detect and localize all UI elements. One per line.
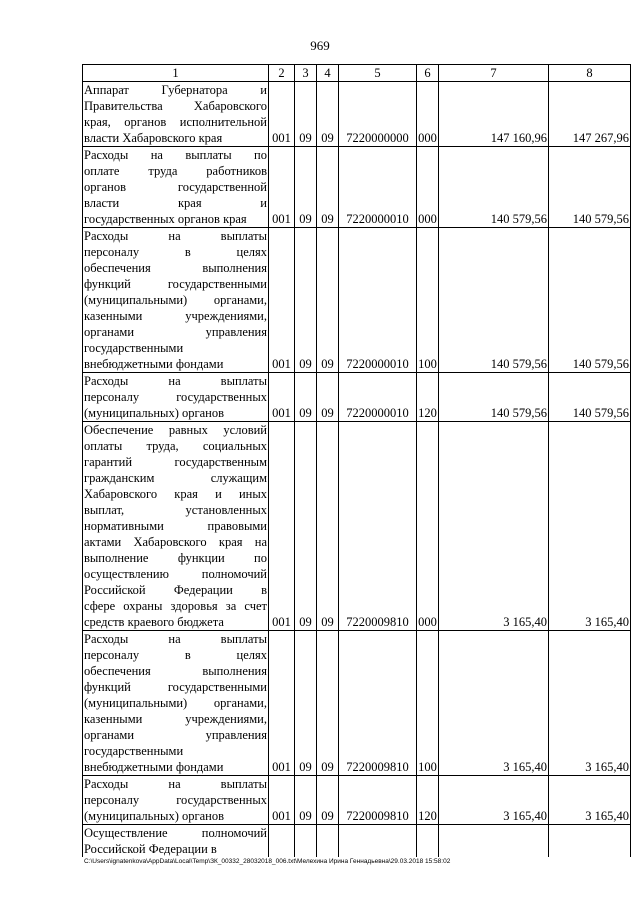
- description-line: внебюджетными фондами: [84, 357, 224, 371]
- description-line: (муниципальных) органов: [84, 809, 225, 823]
- section-code-cell: 09: [295, 82, 317, 147]
- section-code-cell: 09: [295, 147, 317, 228]
- section-code-cell: 09: [295, 228, 317, 373]
- description-line: функций государственными: [84, 680, 267, 694]
- target-article-cell: [339, 825, 417, 858]
- description-line: персоналу в целях: [84, 245, 267, 259]
- description-line: Расходы на выплаты по: [84, 148, 267, 162]
- description-line: Хабаровского края и иных: [84, 487, 267, 501]
- amount-cell: [439, 825, 549, 858]
- description-line: гарантий государственным: [84, 455, 267, 469]
- table-row: [83, 422, 631, 631]
- section-code-cell: 09: [295, 776, 317, 825]
- row-description: [83, 373, 269, 422]
- description-line: Расходы на выплаты: [84, 777, 267, 791]
- description-line: (муниципальными) органами,: [84, 696, 267, 710]
- description-line: Российской Федерации в: [84, 842, 217, 856]
- description-line: Аппарат Губернатора и: [84, 83, 267, 97]
- ministry-code-cell: 001: [269, 373, 295, 422]
- row-description: [83, 776, 269, 825]
- description-line: органами управления: [84, 325, 267, 339]
- section-code-cell: 09: [295, 631, 317, 776]
- target-article-cell: 7220000010: [339, 147, 417, 228]
- description-line: Расходы на выплаты: [84, 632, 267, 646]
- description-line: выплат, установленных: [84, 503, 267, 517]
- target-article-cell: 7220000000: [339, 82, 417, 147]
- section-code-cell: 09: [295, 422, 317, 631]
- description-line: оплате труда работников: [84, 164, 267, 178]
- amount-cell: 147 160,96: [439, 82, 549, 147]
- table-row: [83, 82, 631, 147]
- ministry-code-cell: 001: [269, 422, 295, 631]
- expense-type-cell: 120: [417, 373, 439, 422]
- amount-cell: 3 165,40: [439, 422, 549, 631]
- description-line: Осуществление полномочий: [84, 826, 267, 840]
- amount-cell: 140 579,56: [549, 147, 631, 228]
- subsection-code-cell: 09: [317, 373, 339, 422]
- expense-type-cell: 000: [417, 147, 439, 228]
- amount-cell: 3 165,40: [549, 776, 631, 825]
- amount-cell: 3 165,40: [439, 631, 549, 776]
- column-header: 4: [317, 65, 339, 82]
- ministry-code-cell: 001: [269, 776, 295, 825]
- description-line: Расходы на выплаты: [84, 374, 267, 388]
- budget-table: [82, 64, 631, 857]
- description-line: персоналу в целях: [84, 648, 267, 662]
- description-line: государственных органов края: [84, 212, 247, 226]
- description-line: (муниципальными) органами,: [84, 293, 267, 307]
- subsection-code-cell: 09: [317, 82, 339, 147]
- target-article-cell: 7220009810: [339, 422, 417, 631]
- column-header: 6: [417, 65, 439, 82]
- expense-type-cell: 100: [417, 631, 439, 776]
- description-line: средств краевого бюджета: [84, 615, 224, 629]
- description-line: актами Хабаровского края на: [84, 535, 267, 549]
- description-line: оплаты труда, социальных: [84, 439, 267, 453]
- amount-cell: 3 165,40: [549, 631, 631, 776]
- page-number: 969: [310, 38, 330, 53]
- column-header: 5: [339, 65, 417, 82]
- section-code-cell: 09: [295, 373, 317, 422]
- description-line: органами управления: [84, 728, 267, 742]
- ministry-code-cell: 001: [269, 228, 295, 373]
- table-row: [83, 776, 631, 825]
- subsection-code-cell: 09: [317, 147, 339, 228]
- table-row: [83, 631, 631, 776]
- amount-cell: 140 579,56: [439, 373, 549, 422]
- description-line: Правительства Хабаровского: [84, 99, 267, 113]
- amount-cell: 140 579,56: [439, 228, 549, 373]
- expense-type-cell: [417, 825, 439, 858]
- ministry-code-cell: 001: [269, 147, 295, 228]
- table-row: [83, 825, 631, 858]
- description-line: власти края и: [84, 196, 267, 210]
- row-description: [83, 631, 269, 776]
- description-line: осуществлению полномочий: [84, 567, 267, 581]
- description-line: функций государственными: [84, 277, 267, 291]
- description-line: края, органов исполнительной: [84, 115, 267, 129]
- expense-type-cell: 120: [417, 776, 439, 825]
- column-header: 2: [269, 65, 295, 82]
- ministry-code-cell: 001: [269, 82, 295, 147]
- target-article-cell: 7220000010: [339, 373, 417, 422]
- description-line: персоналу государственных: [84, 793, 267, 807]
- description-line: внебюджетными фондами: [84, 760, 224, 774]
- amount-cell: 140 579,56: [549, 228, 631, 373]
- amount-cell: [549, 825, 631, 858]
- table-row: [83, 373, 631, 422]
- amount-cell: 140 579,56: [549, 373, 631, 422]
- row-description: [83, 82, 269, 147]
- expense-type-cell: 100: [417, 228, 439, 373]
- description-line: нормативными правовыми: [84, 519, 267, 533]
- row-description: [83, 825, 269, 858]
- section-code-cell: [295, 825, 317, 858]
- description-line: Российской Федерации в: [84, 583, 267, 597]
- file-path-footer: C:\Users\ignatenkova\AppData\Local\Temp\ЗК_00332_28032018_006.txt\Мелехина Ирина Геннадьевна\29.03.2018 15:58:02: [84, 858, 451, 865]
- target-article-cell: 7220009810: [339, 631, 417, 776]
- description-line: государственными: [84, 744, 184, 758]
- description-line: персоналу государственных: [84, 390, 267, 404]
- header-row: [83, 65, 631, 82]
- description-line: гражданским служащим: [84, 471, 267, 485]
- amount-cell: 3 165,40: [549, 422, 631, 631]
- subsection-code-cell: [317, 825, 339, 858]
- ministry-code-cell: [269, 825, 295, 858]
- amount-cell: 147 267,96: [549, 82, 631, 147]
- amount-cell: 3 165,40: [439, 776, 549, 825]
- description-line: сфере охраны здоровья за счет: [84, 599, 267, 613]
- description-line: обеспечения выполнения: [84, 664, 267, 678]
- description-line: обеспечения выполнения: [84, 261, 267, 275]
- description-line: (муниципальных) органов: [84, 406, 225, 420]
- row-description: [83, 228, 269, 373]
- column-header: 3: [295, 65, 317, 82]
- column-header: 1: [83, 65, 269, 82]
- subsection-code-cell: 09: [317, 422, 339, 631]
- subsection-code-cell: 09: [317, 631, 339, 776]
- row-description: [83, 422, 269, 631]
- expense-type-cell: 000: [417, 82, 439, 147]
- column-header: 7: [439, 65, 549, 82]
- table-row: [83, 228, 631, 373]
- description-line: Обеспечение равных условий: [84, 423, 267, 437]
- subsection-code-cell: 09: [317, 776, 339, 825]
- subsection-code-cell: 09: [317, 228, 339, 373]
- expense-type-cell: 000: [417, 422, 439, 631]
- row-description: [83, 147, 269, 228]
- description-line: Расходы на выплаты: [84, 229, 267, 243]
- target-article-cell: 7220000010: [339, 228, 417, 373]
- ministry-code-cell: 001: [269, 631, 295, 776]
- description-line: органов государственной: [84, 180, 267, 194]
- amount-cell: 140 579,56: [439, 147, 549, 228]
- column-header: 8: [549, 65, 631, 82]
- table-row: [83, 147, 631, 228]
- description-line: власти Хабаровского края: [84, 131, 223, 145]
- description-line: государственными: [84, 341, 184, 355]
- description-line: казенными учреждениями,: [84, 712, 267, 726]
- description-line: казенными учреждениями,: [84, 309, 267, 323]
- target-article-cell: 7220009810: [339, 776, 417, 825]
- description-line: выполнение функции по: [84, 551, 267, 565]
